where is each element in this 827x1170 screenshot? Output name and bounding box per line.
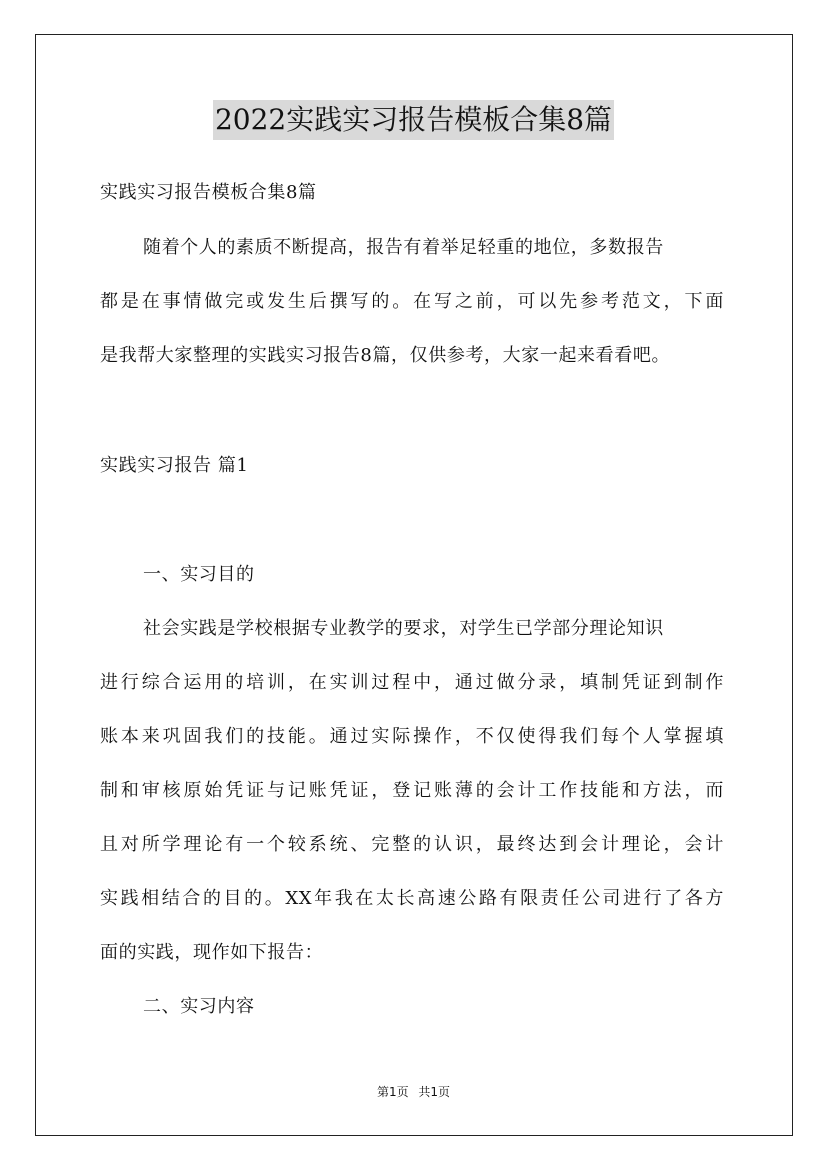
page-number-current: 第1页 <box>376 1085 409 1099</box>
body-line-4: 制和审核原始凭证与记账凭证，登记账薄的会计工作技能和方法，而 <box>100 780 724 801</box>
intro-line-1: 随着个人的素质不断提高，报告有着举足轻重的地位，多数报告 <box>143 237 664 258</box>
body-line-5: 且对所学理论有一个较系统、完整的认识，最终达到会计理论，会计 <box>100 834 724 855</box>
body-line-7: 面的实践，现作如下报告： <box>100 942 324 963</box>
intro-line-3: 是我帮大家整理的实践实习报告8篇，仅供参考，大家一起来看看吧。 <box>100 345 671 366</box>
body-line-3: 账本来巩固我们的技能。通过实际操作，不仅使得我们每个人掌握填 <box>100 726 724 747</box>
document-title: 2022实践实习报告模板合集8篇 <box>213 100 614 140</box>
title-container <box>0 100 827 140</box>
body-line-6: 实践相结合的目的。XX年我在太长高速公路有限责任公司进行了各方 <box>100 888 724 909</box>
subheading-content: 二、实习内容 <box>143 996 255 1017</box>
page-number-total: 共1页 <box>418 1085 451 1099</box>
subtitle-line: 实践实习报告模板合集8篇 <box>100 182 317 203</box>
section-heading: 实践实习报告 篇1 <box>100 455 249 476</box>
subheading-purpose: 一、实习目的 <box>143 564 255 585</box>
intro-line-2: 都是在事情做完或发生后撰写的。在写之前，可以先参考范文，下面 <box>100 291 724 312</box>
page-footer <box>0 1084 827 1100</box>
body-line-2: 进行综合运用的培训，在实训过程中，通过做分录，填制凭证到制作 <box>100 672 724 693</box>
body-line-1: 社会实践是学校根据专业教学的要求，对学生已学部分理论知识 <box>143 618 664 639</box>
